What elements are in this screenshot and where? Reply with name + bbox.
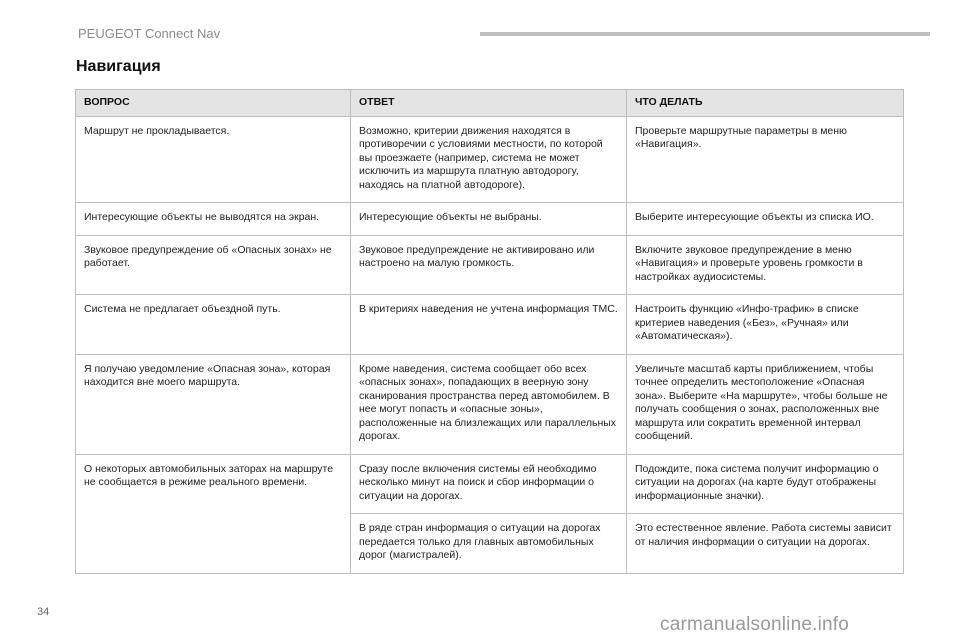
cell-answer: В критериях наведения не учтена информация TMC. <box>351 295 627 355</box>
cell-action: Проверьте маршрутные параметры в меню «Навигация». <box>627 116 904 203</box>
cell-answer: В ряде стран информация о ситуации на дорогах передается только для главных автомобильных дорог (магистралей). <box>351 514 627 574</box>
page-title: Навигация <box>76 58 161 75</box>
cell-question: Маршрут не прокладывается. <box>76 116 351 203</box>
cell-action: Подождите, пока система получит информацию о ситуации на дорогах (на карте будут отображены информационные значки). <box>627 454 904 514</box>
table-row <box>76 235 904 295</box>
cell-question: Интересующие объекты не выводятся на экран. <box>76 203 351 236</box>
cell-action: Выберите интересующие объекты из списка ИО. <box>627 203 904 236</box>
cell-answer: Возможно, критерии движения находятся в противоречии с условиями местности, по которой вы проезжаете (например, система не может исключить из маршрута платную автодорогу, находясь на платной автодороге). <box>351 116 627 203</box>
table-row <box>76 116 904 203</box>
cell-question: Я получаю уведомление «Опасная зона», которая находится вне моего маршрута. <box>76 354 351 454</box>
column-header-answer: ОТВЕТ <box>351 90 627 117</box>
cell-action: Это естественное явление. Работа системы зависит от наличия информации о ситуации на дорогах. <box>627 514 904 574</box>
table-row <box>76 454 904 514</box>
cell-answer: Звуковое предупреждение не активировано или настроено на малую громкость. <box>351 235 627 295</box>
cell-question: Звуковое предупреждение об «Опасных зонах» не работает. <box>76 235 351 295</box>
table-row <box>76 354 904 454</box>
table-row <box>76 295 904 355</box>
cell-answer: Кроме наведения, система сообщает обо всех «опасных зонах», попадающих в веерную зону сканирования пространства перед автомобилем. В нее могут попасть и «опасные зоны», расположенные на близлежащих или параллельных дорогах. <box>351 354 627 454</box>
table-header-row <box>76 90 904 117</box>
cell-action: Увеличьте масштаб карты приближением, чтобы точнее определить местоположение «Опасная зона». Выберите «На маршруте», чтобы больше не получать сообщения о зонах, расположенных вне маршрута или сократить временной интервал сообщений. <box>627 354 904 454</box>
cell-answer: Сразу после включения системы ей необходимо несколько минут на поиск и сбор информации о ситуации на дорогах. <box>351 454 627 514</box>
brand-label: PEUGEOT Connect Nav <box>78 26 221 41</box>
cell-question: Система не предлагает объездной путь. <box>76 295 351 355</box>
column-header-action: ЧТО ДЕЛАТЬ <box>627 90 904 117</box>
page-number: 34 <box>37 606 50 618</box>
cell-action: Настроить функцию «Инфо-трафик» в списке критериев наведения («Без», «Ручная» или «Автоматическая»). <box>627 295 904 355</box>
header-divider <box>480 32 930 36</box>
troubleshooting-table <box>75 89 904 574</box>
table-row <box>76 203 904 236</box>
cell-answer: Интересующие объекты не выбраны. <box>351 203 627 236</box>
cell-question: О некоторых автомобильных заторах на маршруте не сообщается в режиме реального времени. <box>76 454 351 573</box>
column-header-question: ВОПРОС <box>76 90 351 117</box>
watermark: carmanualsonline.info <box>660 614 850 635</box>
cell-action: Включите звуковое предупреждение в меню «Навигация» и проверьте уровень громкости в настройках аудиосистемы. <box>627 235 904 295</box>
